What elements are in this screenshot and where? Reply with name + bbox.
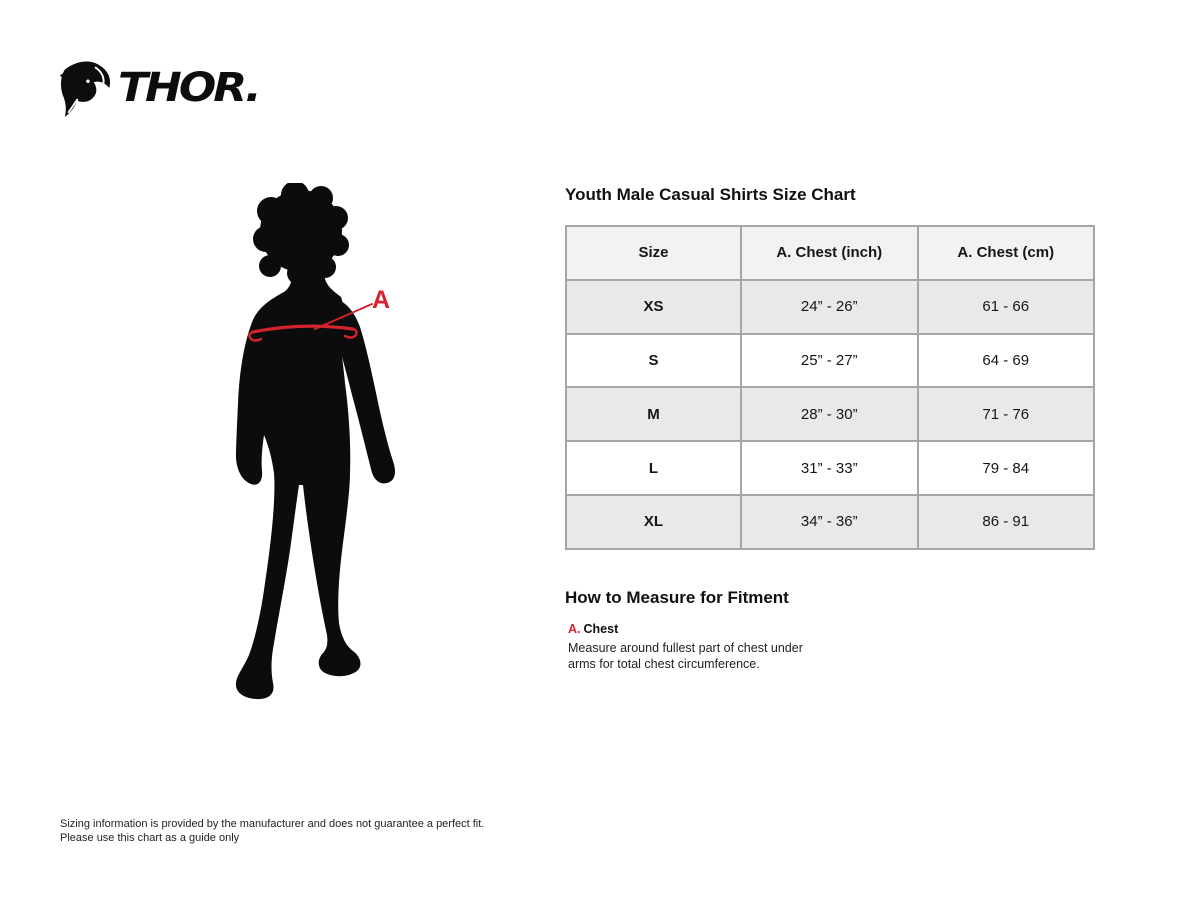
table-row-l — [566, 441, 1094, 495]
table-row-xl — [566, 495, 1094, 549]
disclaimer-line-1: Sizing information is provided by the manufacturer and does not guarantee a perfect fit. — [60, 818, 485, 830]
size-chart-table — [565, 225, 1095, 550]
table-row-s — [566, 334, 1094, 388]
brand-logo — [58, 58, 259, 118]
thor-goat-logo-icon — [58, 58, 116, 118]
chest-inch-value: 24” - 26” — [741, 280, 918, 334]
chest-cm-value: 79 - 84 — [918, 441, 1095, 495]
size-value: S — [566, 334, 741, 388]
table-row-xs — [566, 280, 1094, 334]
child-silhouette-graphic — [233, 183, 403, 703]
brand-wordmark: THOR. — [118, 64, 259, 111]
table-row-m — [566, 387, 1094, 441]
disclaimer-line-2: Please use this chart as a guide only — [60, 831, 240, 844]
measure-section-heading: How to Measure for Fitment — [565, 588, 789, 607]
measure-marker: A. — [568, 622, 581, 636]
chest-cm-value: 86 - 91 — [918, 495, 1095, 549]
column-header-size: Size — [566, 226, 741, 280]
chest-inch-value: 25” - 27” — [741, 334, 918, 388]
size-value: M — [566, 387, 741, 441]
chest-inch-value: 31” - 33” — [741, 441, 918, 495]
disclaimer — [60, 818, 484, 845]
column-header-chest-cm: A. Chest (cm) — [918, 226, 1095, 280]
chest-inch-value: 34” - 36” — [741, 495, 918, 549]
measurement-figure — [233, 183, 403, 703]
chest-cm-value: 71 - 76 — [918, 387, 1095, 441]
chest-cm-value: 64 - 69 — [918, 334, 1095, 388]
measure-label: Chest — [583, 622, 619, 636]
table-header-row — [566, 226, 1094, 280]
measure-item-title — [568, 622, 818, 636]
size-value: L — [566, 441, 741, 495]
size-chart-title: Youth Male Casual Shirts Size Chart — [565, 185, 856, 204]
chest-inch-value: 28” - 30” — [741, 387, 918, 441]
size-value: XS — [566, 280, 741, 334]
size-value: XL — [566, 495, 741, 549]
column-header-chest-inch: A. Chest (inch) — [741, 226, 918, 280]
chest-cm-value: 61 - 66 — [918, 280, 1095, 334]
measure-item-chest — [568, 622, 818, 672]
measure-description: Measure around fullest part of chest under arms for total chest circumference. — [568, 641, 803, 671]
chest-marker-label: A — [372, 286, 391, 314]
